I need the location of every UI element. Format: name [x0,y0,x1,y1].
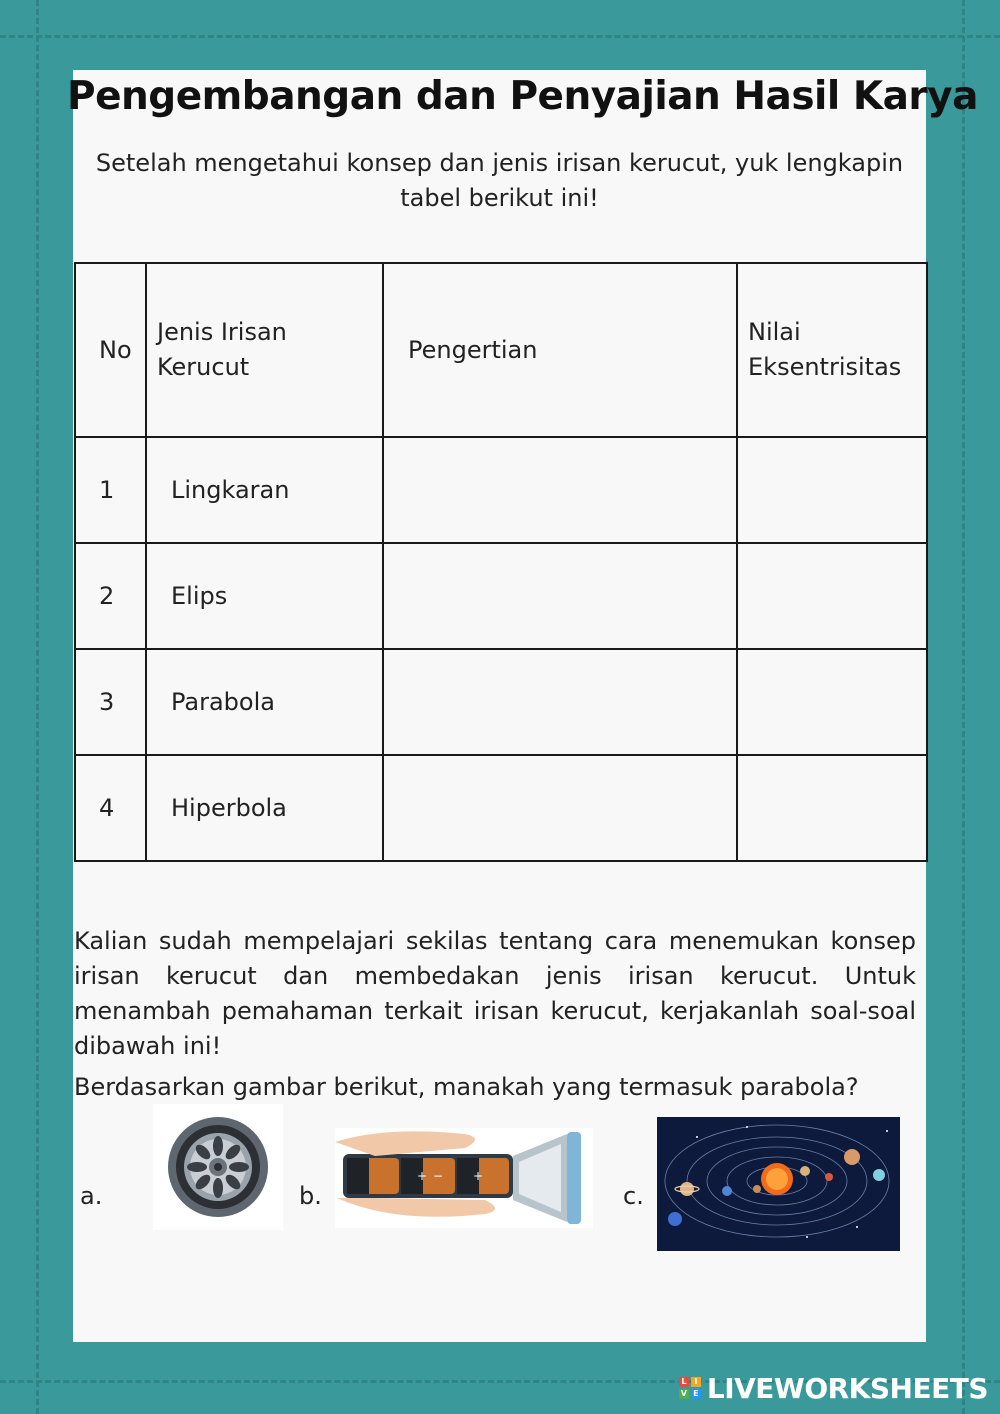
header-jenis-line2: Kerucut [157,353,250,381]
logo-letter-v: V [680,1389,687,1398]
header-pengertian-label: Pengertian [408,335,538,364]
svg-text:−: − [433,1169,444,1183]
option-a-wheel-image[interactable] [153,1104,283,1230]
option-b-label[interactable]: b. [299,1182,322,1210]
frame-dash-top [0,35,1000,38]
row-no: 1 [75,437,146,543]
liveworksheets-logo[interactable] [679,1371,988,1405]
option-c-solar-system-image[interactable] [657,1117,900,1251]
solar-system-icon [657,1117,900,1251]
header-jenis [146,263,383,437]
table-header-row [75,263,927,437]
header-nilai-line1: Nilai [748,318,801,346]
worksheet-page [67,70,978,1342]
header-no [75,263,146,437]
liveworksheets-logo-text: LIVEWORKSHEETS [706,1371,988,1405]
row-pengertian-cell[interactable] [383,543,737,649]
table-row [75,755,927,861]
table-row [75,437,927,543]
option-c-label[interactable]: c. [623,1182,644,1210]
header-nilai [737,263,927,437]
table-row [75,543,927,649]
row-jenis: Elips [146,543,383,649]
header-nilai-line2: Eksentrisitas [748,353,902,381]
logo-letter-i: I [691,1377,701,1387]
header-pengertian [383,263,737,437]
instruction-paragraph: Kalian sudah mempelajari sekilas tentang cara menemukan konsep irisan kerucut dan membedakan jenis irisan kerucut. Untuk menambah pemahaman terkait irisan kerucut, kerjakanlah soal-soal dibawah ini! [74,927,916,1060]
frame-dash-right [962,0,965,1414]
question-text: Berdasarkan gambar berikut, manakah yang termasuk parabola? [74,1073,859,1101]
row-pengertian-cell[interactable] [383,437,737,543]
flashlight-icon [335,1128,593,1228]
header-jenis-line1: Jenis Irisan [157,318,287,346]
wheel-icon [153,1104,283,1230]
row-pengertian-cell[interactable] [383,649,737,755]
row-jenis: Hiperbola [146,755,383,861]
liveworksheets-logo-icon [679,1377,701,1399]
row-nilai-cell[interactable] [737,543,927,649]
row-no: 4 [75,755,146,861]
logo-letter-e: E [691,1389,701,1399]
svg-text:+: + [473,1169,484,1183]
table-row [75,649,927,755]
option-b-flashlight-image[interactable] [335,1128,593,1228]
svg-text:+: + [417,1169,428,1183]
option-a-label[interactable]: a. [80,1182,103,1210]
row-jenis: Lingkaran [146,437,383,543]
header-no-label: No [99,335,132,364]
row-no: 3 [75,649,146,755]
page-title: Pengembangan dan Penyajian Hasil Karya [67,74,978,119]
row-nilai-cell[interactable] [737,437,927,543]
intro-text: Setelah mengetahui konsep dan jenis irisan kerucut, yuk lengkapin tabel berikut ini! [95,149,904,212]
row-no: 2 [75,543,146,649]
logo-letter-l: L [679,1377,689,1387]
conic-table [74,262,928,862]
row-nilai-cell[interactable] [737,649,927,755]
row-jenis: Parabola [146,649,383,755]
row-pengertian-cell[interactable] [383,755,737,861]
frame-dash-left [36,0,39,1414]
row-nilai-cell[interactable] [737,755,927,861]
